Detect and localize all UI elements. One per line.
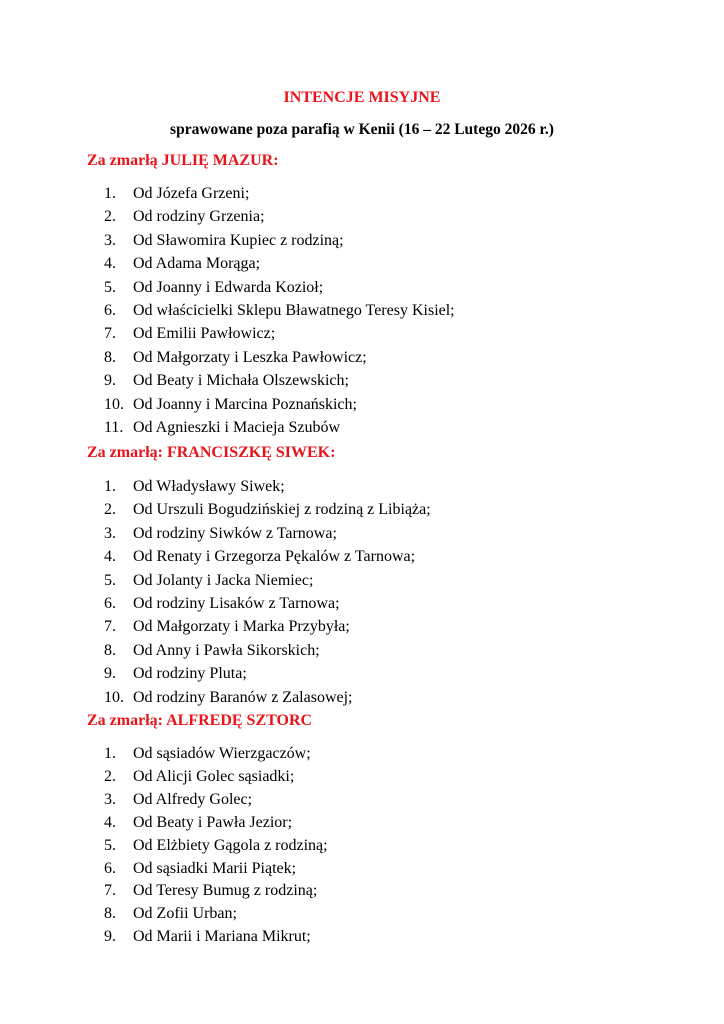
item-text: Od Emilii Pawłowicz; <box>133 325 276 343</box>
item-text: Od Joanny i Marcina Poznańskich; <box>133 395 357 413</box>
page-subtitle: sprawowane poza parafią w Kenii (16 – 22 Lutego 2026 r.) <box>170 121 554 138</box>
item-text: Od Alicji Golec sąsiadki; <box>133 767 295 785</box>
list-item <box>104 880 328 903</box>
item-text: Od sąsiadki Marii Piątek; <box>133 859 297 877</box>
item-text: Od rodziny Baranów z Zalasowej; <box>133 688 353 706</box>
item-text: Od sąsiadów Wierzgaczów; <box>133 745 311 762</box>
item-number: 7. <box>104 882 116 900</box>
item-number: 4. <box>104 255 116 273</box>
section-heading-julia-mazur: Za zmarłą JULIĘ MAZUR: <box>87 152 279 169</box>
item-text: Od Beaty i Michała Olszewskich; <box>133 372 349 390</box>
list-item <box>104 416 455 439</box>
item-text: Od Józefa Grzeni; <box>133 185 250 202</box>
list-item <box>104 522 431 545</box>
item-number: 3. <box>104 524 116 542</box>
list-item <box>104 789 328 812</box>
item-text: Od rodziny Siwków z Tarnowa; <box>133 524 337 542</box>
item-number: 9. <box>104 665 116 683</box>
list-item <box>104 182 455 205</box>
intentions-list-franciszka-siwek <box>104 475 431 709</box>
list-item <box>104 903 328 926</box>
item-number: 10. <box>104 395 124 413</box>
item-number: 11. <box>104 419 124 437</box>
item-text: Od rodziny Lisaków z Tarnowa; <box>133 595 340 613</box>
item-text: Od Jolanty i Jacka Niemiec; <box>133 571 314 589</box>
item-text: Od Urszuli Bogudzińskiej z rodziną z Libiąża; <box>133 501 431 519</box>
list-item <box>104 393 455 416</box>
item-text: Od Władysławy Siwek; <box>133 478 285 495</box>
item-number: 1. <box>104 185 116 202</box>
item-text: Od Zofii Urban; <box>133 905 237 923</box>
intentions-list-alfreda-sztorc <box>104 743 328 949</box>
item-number: 5. <box>104 278 116 296</box>
list-item <box>104 299 455 322</box>
list-item <box>104 615 431 638</box>
item-number: 6. <box>104 302 116 320</box>
item-number: 2. <box>104 208 116 226</box>
item-number: 5. <box>104 836 116 854</box>
list-item <box>104 858 328 881</box>
item-text: Od Teresy Bumug z rodziną; <box>133 882 318 900</box>
list-item <box>104 498 431 521</box>
list-item <box>104 743 328 766</box>
item-text: Od Alfredy Golec; <box>133 790 253 808</box>
list-item <box>104 322 455 345</box>
item-number: 9. <box>104 372 116 390</box>
page-title: INTENCJE MISYJNE <box>283 89 441 106</box>
item-number: 5. <box>104 571 116 589</box>
item-text: Od Marii i Mariana Mikrut; <box>133 928 311 946</box>
item-text: Od Joanny i Edwarda Kozioł; <box>133 278 324 296</box>
item-text: Od Anny i Pawła Sikorskich; <box>133 641 320 659</box>
item-text: Od rodziny Grzenia; <box>133 208 265 226</box>
list-item <box>104 812 328 835</box>
list-item <box>104 639 431 662</box>
list-item <box>104 926 328 949</box>
item-text: Od Małgorzaty i Leszka Pawłowicz; <box>133 348 367 366</box>
list-item <box>104 569 431 592</box>
item-text: Od Małgorzaty i Marka Przybyła; <box>133 618 350 636</box>
list-item <box>104 835 328 858</box>
item-number: 2. <box>104 501 116 519</box>
list-item <box>104 205 455 228</box>
item-number: 8. <box>104 905 116 923</box>
item-number: 3. <box>104 231 116 249</box>
list-item <box>104 346 455 369</box>
section-heading-alfreda-sztorc: Za zmarłą: ALFREDĘ SZTORC <box>87 712 313 729</box>
section-heading-franciszka-siwek: Za zmarłą: FRANCISZKĘ SIWEK: <box>87 444 336 461</box>
item-number: 8. <box>104 641 116 659</box>
item-number: 4. <box>104 813 116 831</box>
list-item <box>104 229 455 252</box>
item-number: 6. <box>104 859 116 877</box>
item-text: Od właścicielki Sklepu Bławatnego Teresy Kisiel; <box>133 302 455 320</box>
item-text: Od rodziny Pluta; <box>133 665 247 683</box>
item-number: 1. <box>104 745 116 762</box>
list-item <box>104 475 431 498</box>
item-text: Od Elżbiety Gągola z rodziną; <box>133 836 328 854</box>
item-number: 4. <box>104 548 116 566</box>
item-number: 9. <box>104 928 116 946</box>
list-item <box>104 766 328 789</box>
list-item <box>104 369 455 392</box>
list-item <box>104 662 431 685</box>
list-item <box>104 276 455 299</box>
item-number: 7. <box>104 325 116 343</box>
item-number: 3. <box>104 790 116 808</box>
list-item <box>104 545 431 568</box>
item-number: 6. <box>104 595 116 613</box>
item-text: Od Renaty i Grzegorza Pękalów z Tarnowa; <box>133 548 416 566</box>
item-text: Od Adama Morąga; <box>133 255 261 273</box>
list-item <box>104 252 455 275</box>
list-item <box>104 686 431 709</box>
item-number: 1. <box>104 478 116 495</box>
item-text: Od Agnieszki i Macieja Szubów <box>133 419 341 437</box>
item-number: 8. <box>104 348 116 366</box>
item-number: 7. <box>104 618 116 636</box>
intentions-list-julia-mazur <box>104 182 455 439</box>
item-text: Od Beaty i Pawła Jezior; <box>133 813 293 831</box>
item-number: 10. <box>104 688 124 706</box>
item-text: Od Sławomira Kupiec z rodziną; <box>133 231 344 249</box>
list-item <box>104 592 431 615</box>
item-number: 2. <box>104 767 116 785</box>
